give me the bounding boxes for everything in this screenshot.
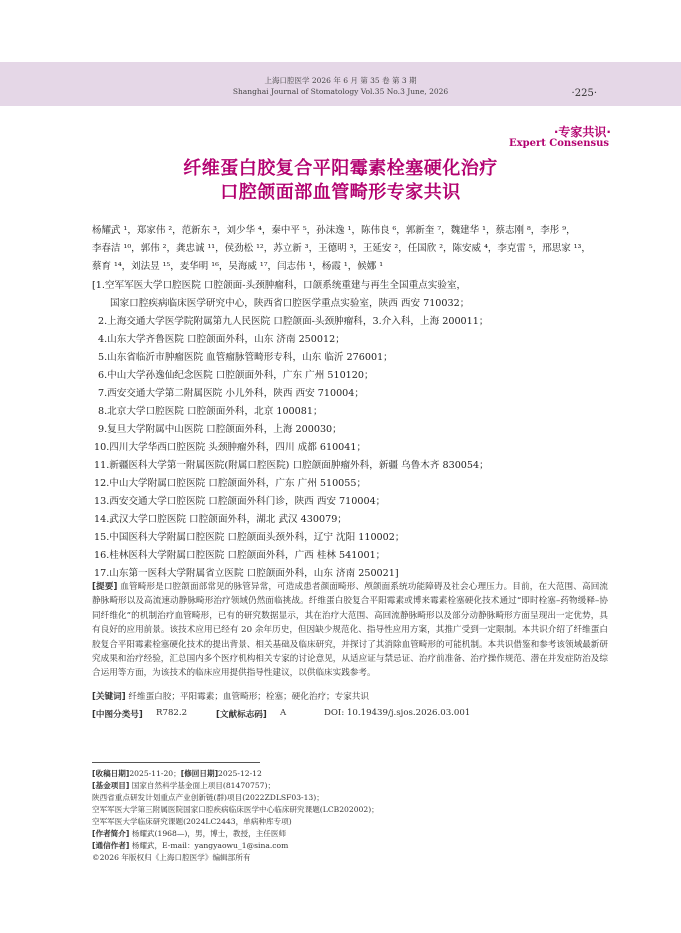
affiliation-item: 11.新疆医科大学第一附属医院(附属口腔医院) 口腔颌面肿瘤外科，新疆 乌鲁木齐 830054；	[94, 460, 489, 471]
funding-label: [基金项目]	[92, 781, 130, 790]
funding	[92, 780, 275, 791]
affiliation-item: 6.中山大学孙逸仙纪念医院 口腔颌面外科，广东 广州 510120；	[98, 370, 374, 381]
revised-text: 2025-12-12	[218, 769, 262, 778]
affiliation-item: 15.中国医科大学附属口腔医院 口腔颌面头颈外科，辽宁 沈阳 110002；	[94, 532, 405, 543]
funding-item: 空军军医大学第三附属医院国家口腔疾病临床医学中心临床研究课题(LCB202002)；	[92, 805, 379, 814]
affiliation-item: 13.西安交通大学口腔医院 口腔颌面外科门诊，陕西 西安 710004；	[94, 496, 386, 507]
section-label-en: Expert Consensus	[509, 138, 609, 149]
affiliation-item: 4.山东大学齐鲁医院 口腔颌面外科，山东 济南 250012；	[98, 334, 345, 345]
affiliation-item: 14.武汉大学口腔医院 口腔颌面外科，湖北 武汉 430079；	[94, 514, 347, 525]
author-list-line-1: 杨耀武 ¹，郑家伟 ²，范新东 ³，刘少华 ⁴，秦中平 ⁵，孙沫逸 ¹，陈伟良 ⁶，郭新奎 ⁷，魏建华 ¹，蔡志刚 ⁸，李彤 ⁹，	[92, 225, 576, 236]
corresponding-author	[92, 840, 288, 851]
keywords-label: [关键词]	[92, 692, 126, 702]
abstract-label: [提要]	[92, 582, 118, 592]
keywords	[92, 690, 369, 702]
affiliation-item: 16.桂林医科大学附属口腔医院 口腔颌面外科，广西 桂林 541001；	[94, 550, 386, 561]
affiliation-item: 国家口腔疾病临床医学研究中心，陕西省口腔医学重点实验室，陕西 西安 710032；	[110, 298, 470, 309]
clc-value: R782.2	[156, 708, 188, 718]
correspondence-text: 杨耀武，E-mail：yangyaowu_1@sina.com	[131, 841, 289, 850]
funding-item: 空军军医大学临床研究课题(2024LC2443，单病种库专项)	[92, 817, 292, 826]
affiliation-item: 10.四川大学华西口腔医院 头颈肿瘤外科，四川 成都 610041；	[94, 442, 367, 453]
footnote-divider	[92, 762, 260, 763]
affiliation-item: 17.山东第一医科大学附属省立医院 口腔颌面外科，山东 济南 250021]	[94, 568, 399, 579]
affiliation-item: 8.北京大学口腔医院 口腔颌面外科，北京 100081；	[98, 406, 323, 417]
received-text: 2025-11-20；	[129, 769, 181, 778]
author-list-line-3: 蔡育 ¹⁴，刘法昱 ¹⁵，麦华明 ¹⁶，吴海威 ¹⁷，闫志伟 ¹，杨霞 ¹，候娜 ¹	[92, 261, 384, 272]
document-code-label: [文献标志码]	[216, 710, 267, 720]
author-list-line-2: 李春洁 ¹⁰，郭伟 ²，龚忠诚 ¹¹，侯劲松 ¹²，苏立新 ³，王德明 ³，王延安 ²，任国欣 ²，陈安威 ⁴，李克雷 ⁵，邢思家 ¹³，	[92, 243, 591, 254]
author-intro-label: [作者简介]	[92, 829, 130, 838]
journal-title-cn: 上海口腔医学 2026 年 6 月 第 35 卷 第 3 期	[264, 76, 417, 85]
abstract	[92, 580, 608, 681]
funding-item: 国家自然科学基金面上项目(81470757)；	[131, 781, 276, 790]
affiliation-item: 2.上海交通大学医学院附属第九人民医院 口腔颌面-头颈肿瘤科，3.介入科，上海 200011；	[98, 316, 489, 327]
revised-label: [修回日期]	[180, 769, 219, 778]
document-code-value: A	[280, 708, 287, 718]
page-number: ·225·	[571, 88, 597, 99]
author-intro-text: 杨耀武(1968—)，男，博士，教授，主任医师	[131, 829, 287, 838]
affiliation-item: 5.山东省临沂市肿瘤医院 血管瘤脉管畸形专科，山东 临沂 276001；	[98, 352, 393, 363]
funding-item: 陕西省重点研发计划重点产业创新链(群)项目(2022ZDLSF03-13)；	[92, 793, 324, 802]
received-label: [收稿日期]	[92, 769, 130, 778]
keywords-text: 纤维蛋白胶；平阳霉素；血管畸形；栓塞；硬化治疗；专家共识	[128, 692, 370, 702]
journal-title-en: Shanghai Journal of Stomatology Vol.35 No.3 June, 2026	[232, 87, 449, 96]
affiliation-item: 12.中山大学附属口腔医院 口腔颌面外科，广东 广州 510055；	[94, 478, 367, 489]
abstract-text: 血管畸形是口腔颌面部常见的脉管异常，可造成患者颜面畸形、颅颌面系统功能障碍及社会心理压力。目前，在大范围、高回流静脉畸形以及高流速动静脉畸形治疗领域仍然面临挑战。纤维蛋白胶复合平阳霉素或博来霉素栓塞硬化技术通过“即时栓塞–药物缓释–协同纤维化”的机制治疗血管畸形，已有的研究数据显示，其在治疗大范围、高回流静脉畸形以及部分动静脉畸形方面呈现出一定优势，具有良好的应用前景。该技术应用已经有 20 余年历史，但因缺少规范化、指导性应用方案，其推广受到一定限制。本共识介绍了纤维蛋白胶复合平阳霉素栓塞硬化技术的提出背景、相关基础及临床研究，并探讨了其消除血管畸形的可能机制。本共识借鉴和参考该领域最新研究成果和治疗经验，汇总国内多个医疗机构相关专家的讨论意见，从适应证与禁忌证、治疗前准备、治疗操作规范、潜在并发症防治及综合运用等方面，为该技术的临床应用提供指导性建议，以供临床实践参考。	[92, 582, 608, 679]
affiliation-item: 9.复旦大学附属中山医院 口腔颌面外科，上海 200030；	[98, 424, 342, 435]
received-date	[92, 768, 262, 779]
section-label-cn: ·专家共识·	[553, 125, 611, 139]
correspondence-label: [通信作者]	[92, 841, 130, 850]
affiliation-item: [1.空军军医大学口腔医院 口腔颌面-头颈肿瘤科，口颌系统重建与再生全国重点实验室，	[92, 280, 467, 291]
affiliation-item: 7.西安交通大学第二附属医院 小儿外科，陕西 西安 710004；	[98, 388, 364, 399]
doi: DOI: 10.19439/j.sjos.2026.03.001	[324, 708, 471, 718]
copyright-notice: ©2026 年版权归《上海口腔医学》编辑部所有	[92, 853, 251, 862]
clc-label: [中图分类号]	[92, 710, 143, 720]
article-title-line-1: 纤维蛋白胶复合平阳霉素栓塞硬化治疗	[183, 158, 498, 179]
article-title-line-2: 口腔颌面部血管畸形专家共识	[220, 182, 461, 203]
author-introduction	[92, 828, 286, 839]
